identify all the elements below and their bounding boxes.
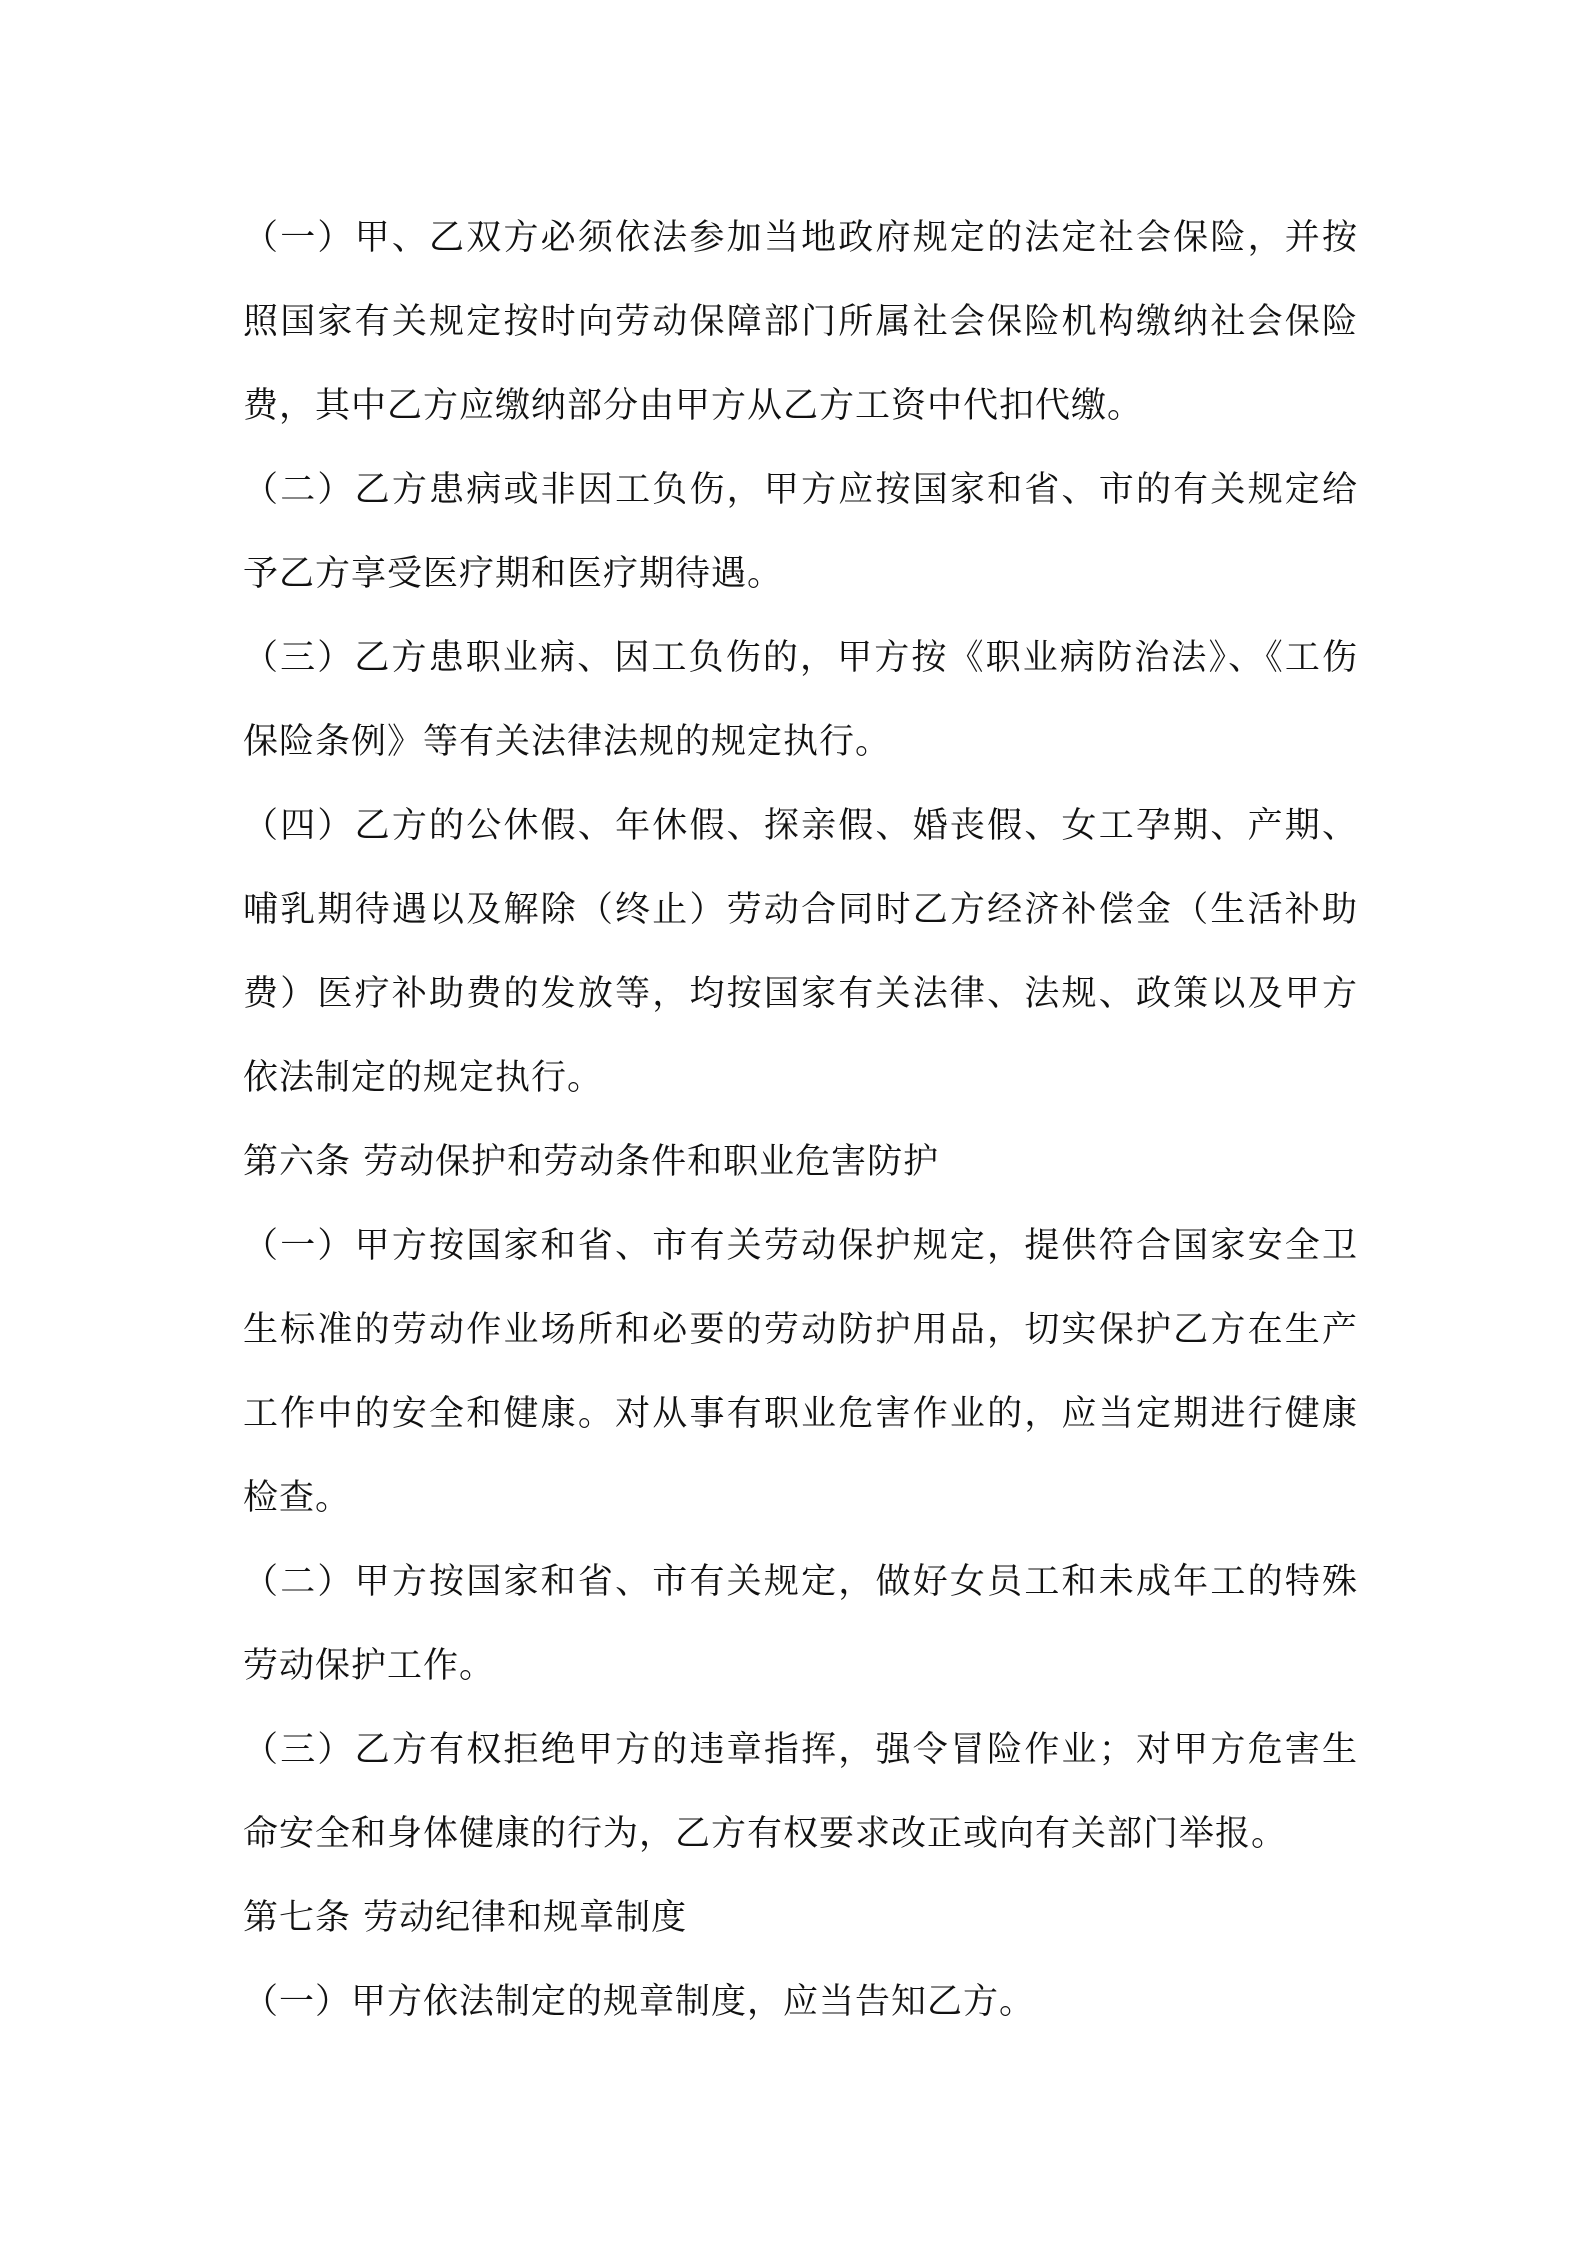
clause-rules-notice: （一）甲方依法制定的规章制度，应当告知乙方。 <box>243 1982 1036 2022</box>
clause-labor-protection: （一）甲方按国家和省、市有关劳动保护规定，提供符合国家安全卫生标准的劳动作业场所和必要的劳动防护用品，切实保护乙方在生产工作中的安全和健康。对从事有职业危害作业的，应当定期进行健康检查。 <box>243 1226 1358 1518</box>
clause-refuse-risky-work: （三）乙方有权拒绝甲方的违章指挥，强令冒险作业；对甲方危害生命安全和身体健康的行为，乙方有权要求改正或向有关部门举报。 <box>243 1730 1358 1854</box>
article-seven-heading: 第七条 劳动纪律和规章制度 <box>243 1898 688 1938</box>
clause-special-protection: （二）甲方按国家和省、市有关规定，做好女员工和未成年工的特殊劳动保护工作。 <box>243 1562 1358 1686</box>
clause-social-insurance: （一）甲、乙双方必须依法参加当地政府规定的法定社会保险，并按照国家有关规定按时向劳动保障部门所属社会保险机构缴纳社会保险费，其中乙方应缴纳部分由甲方从乙方工资中代扣代缴。 <box>243 218 1358 426</box>
clause-sick-leave: （二）乙方患病或非因工负伤，甲方应按国家和省、市的有关规定给予乙方享受医疗期和医疗期待遇。 <box>243 470 1358 594</box>
document-body <box>243 196 1358 2044</box>
clause-occupational-disease: （三）乙方患职业病、因工负伤的，甲方按《职业病防治法》、《工伤保险条例》等有关法律法规的规定执行。 <box>243 638 1358 762</box>
article-six-heading: 第六条 劳动保护和劳动条件和职业危害防护 <box>243 1142 940 1182</box>
clause-leave-benefits: （四）乙方的公休假、年休假、探亲假、婚丧假、女工孕期、产期、哺乳期待遇以及解除（终止）劳动合同时乙方经济补偿金（生活补助费）医疗补助费的发放等，均按国家有关法律、法规、政策以及甲方依法制定的规定执行。 <box>243 806 1358 1098</box>
